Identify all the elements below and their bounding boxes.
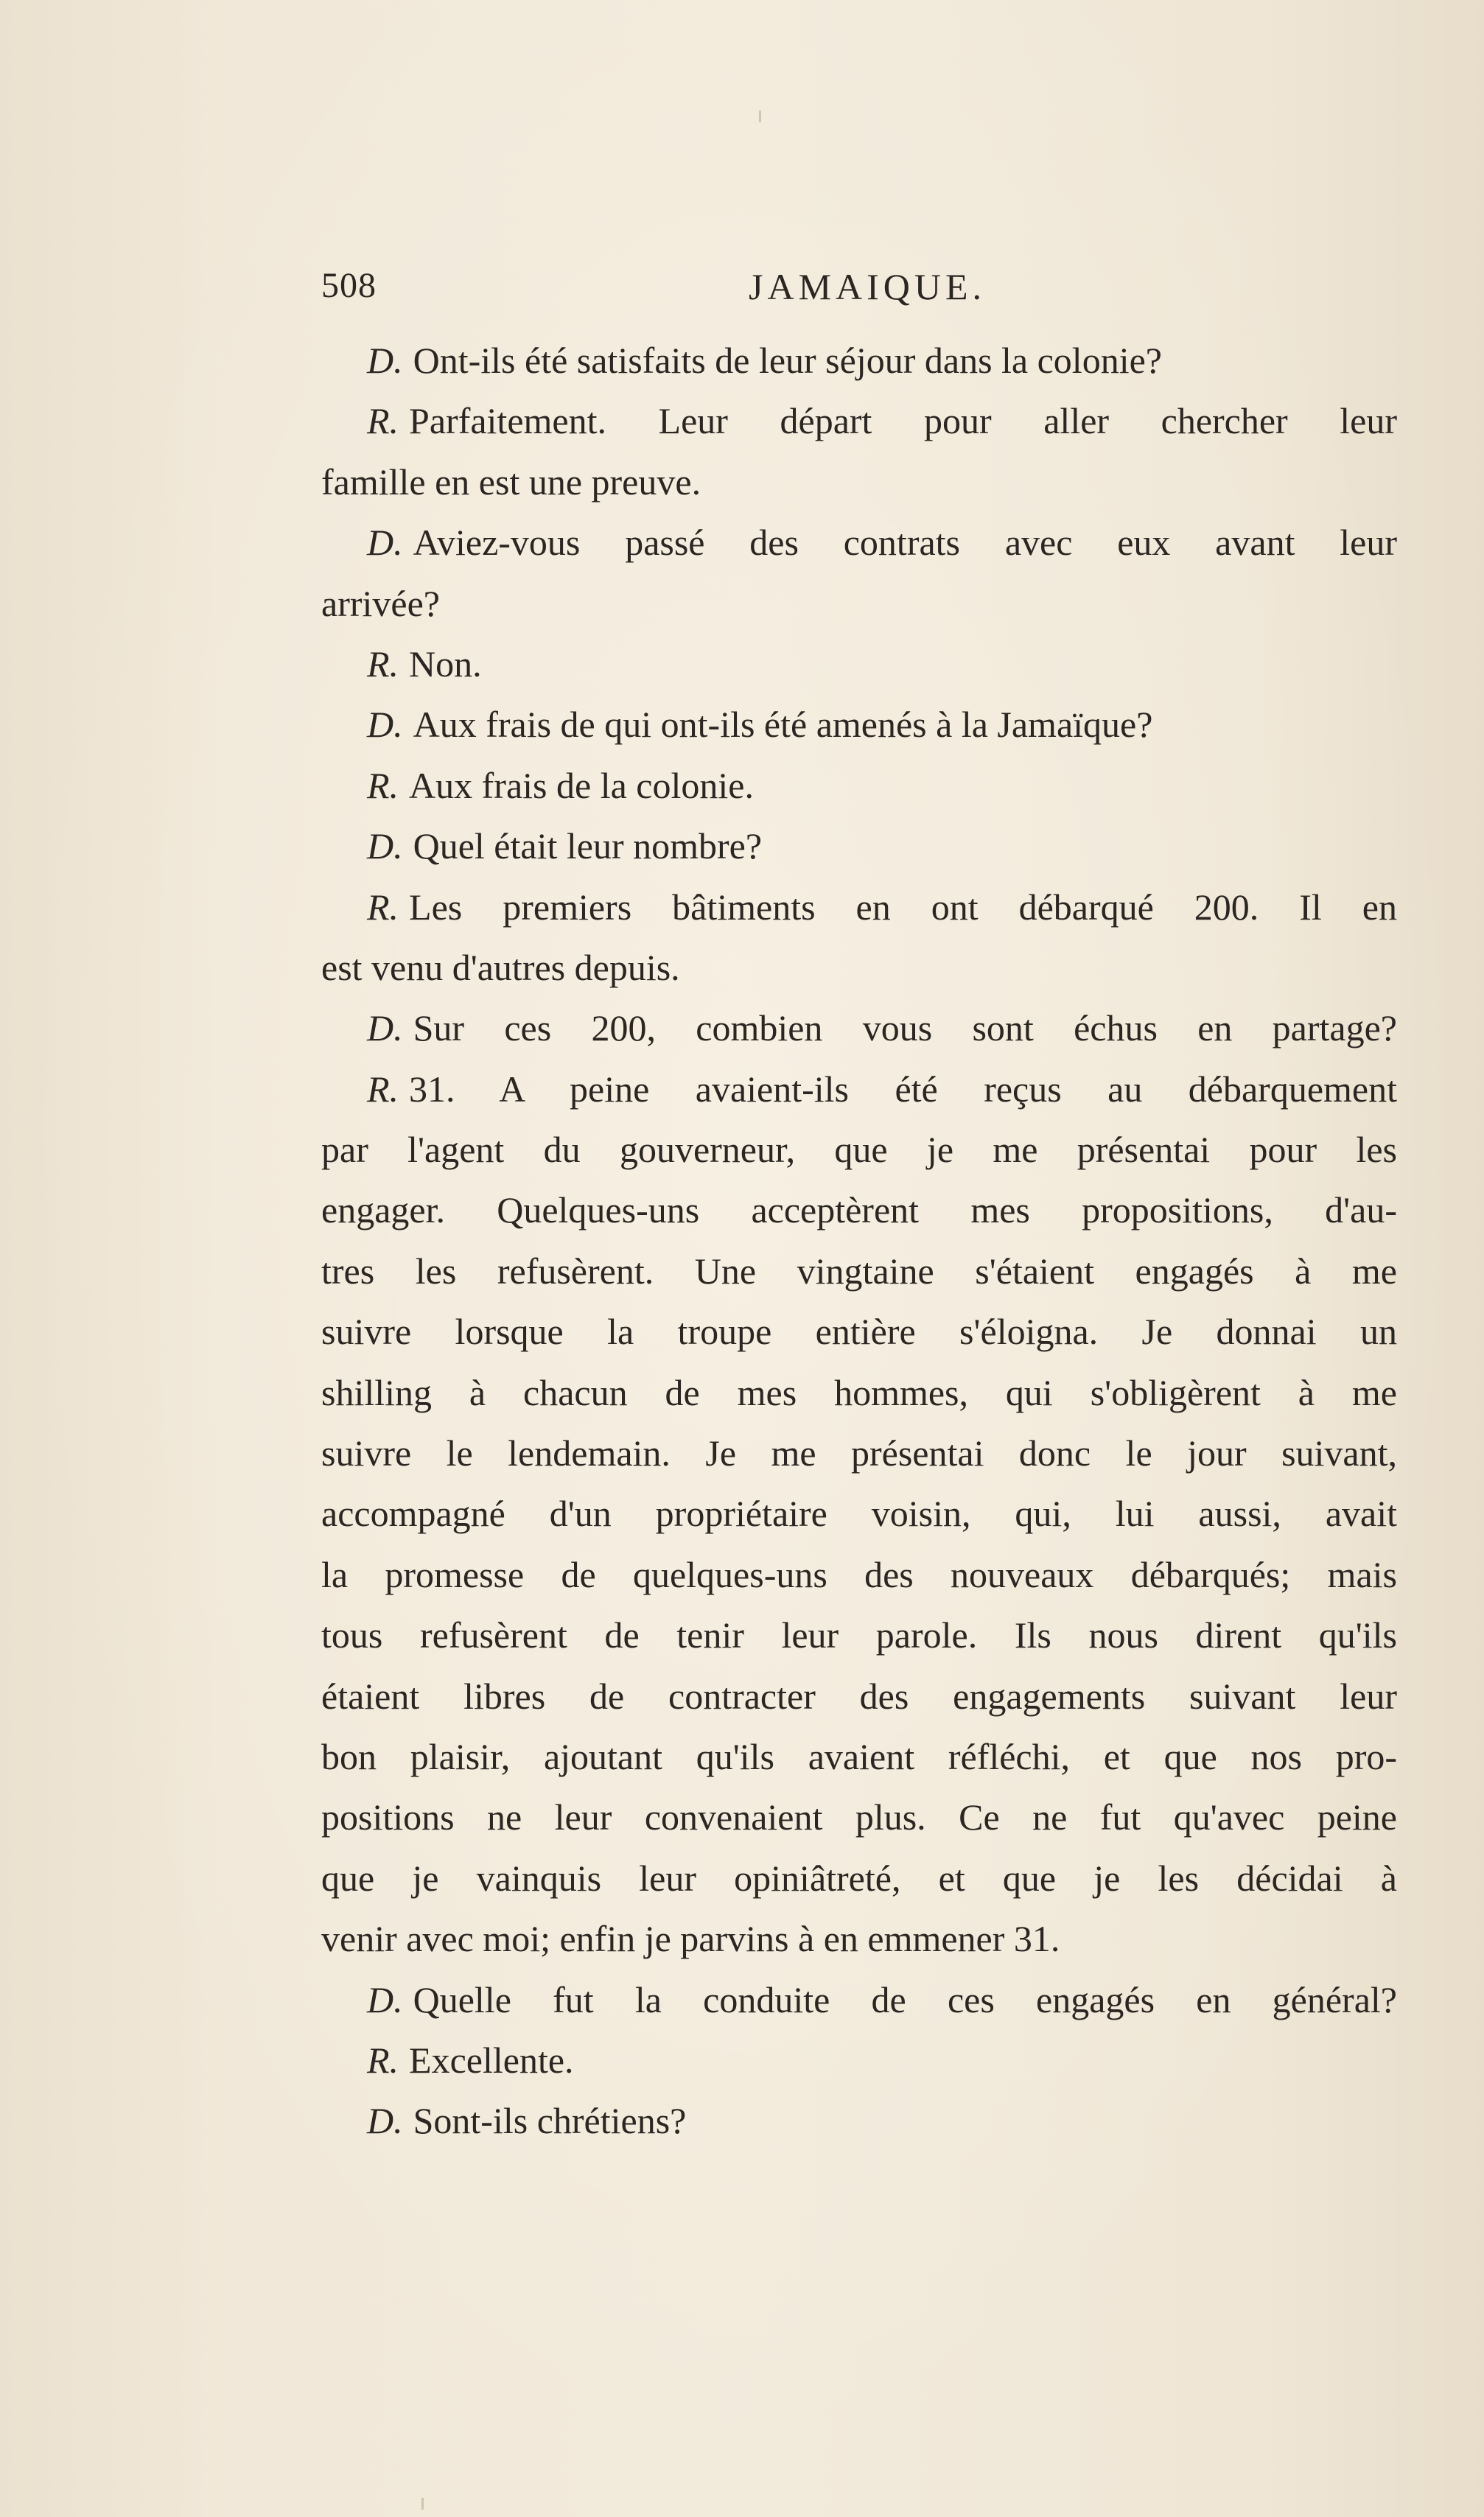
text-line <box>321 1180 1397 1240</box>
speaker-label: D. <box>367 340 403 381</box>
text-line <box>321 1544 1397 1605</box>
line-text: positions ne leur convenaient plus. Ce ne fut qu'avec peine <box>321 1796 1397 1838</box>
line-text: Aviez-vous passé des contrats avec eux avant leur <box>413 522 1397 564</box>
text-line <box>321 998 1397 1058</box>
line-text: accompagné d'un propriétaire voisin, qui, lui aussi, avait <box>321 1493 1397 1535</box>
speaker-label: R. <box>367 764 399 806</box>
text-line <box>321 634 1397 694</box>
line-text: engager. Quelques-uns acceptèrent mes propositions, d'au- <box>321 1189 1397 1231</box>
line-text: Quelle fut la conduite de ces engagés en général? <box>413 1978 1397 2020</box>
line-text: bon plaisir, ajoutant qu'ils avaient réfléchi, et que nos pro- <box>321 1735 1397 1777</box>
text-line <box>321 877 1397 937</box>
text-line <box>321 1241 1397 1301</box>
text-line <box>321 1726 1397 1787</box>
line-text: Non. <box>409 643 482 685</box>
speaker-label: D. <box>367 825 403 867</box>
page-number: 508 <box>321 266 377 305</box>
text-line <box>321 1787 1397 1847</box>
paper-speck <box>421 2498 424 2510</box>
text-line <box>321 1908 1397 1969</box>
text-line <box>321 1059 1397 1119</box>
line-text: que je vainquis leur opiniâtreté, et que je les décidai à <box>321 1857 1397 1899</box>
text-line <box>321 1970 1397 2030</box>
line-text: venir avec moi; enfin je parvins à en emmener 31. <box>321 1918 1060 1960</box>
text-line <box>321 816 1397 876</box>
line-text: la promesse de quelques-uns des nouveaux débarqués; mais <box>321 1553 1397 1595</box>
speaker-label: D. <box>367 2100 403 2142</box>
line-text: Ont-ils été satisfaits de leur séjour dans la colonie? <box>413 340 1162 381</box>
text-line <box>321 1848 1397 1908</box>
speaker-label: D. <box>367 704 403 746</box>
line-text: est venu d'autres depuis. <box>321 946 680 988</box>
line-text: arrivée? <box>321 582 440 624</box>
line-text: shilling à chacun de mes hommes, qui s'obligèrent à me <box>321 1371 1397 1413</box>
line-text: suivre le lendemain. Je me présentai donc le jour suivant, <box>321 1432 1397 1474</box>
speaker-label: D. <box>367 1007 403 1049</box>
text-line <box>321 1362 1397 1423</box>
text-line <box>321 755 1397 816</box>
line-text: famille en est une preuve. <box>321 461 701 503</box>
line-text: étaient libres de contracter des engagements suivant leur <box>321 1675 1397 1717</box>
text-line <box>321 573 1397 634</box>
paper-speck <box>759 111 761 122</box>
line-text: Quel était leur nombre? <box>413 825 763 867</box>
speaker-label: R. <box>367 886 399 928</box>
line-text: suivre lorsque la troupe entière s'éloigna. Je donnai un <box>321 1311 1397 1353</box>
line-text: Sont-ils chrétiens? <box>413 2100 687 2142</box>
text-line <box>321 1483 1397 1544</box>
speaker-label: R. <box>367 400 399 442</box>
text-line <box>321 512 1397 573</box>
line-text: tres les refusèrent. Une vingtaine s'étaient engagés à me <box>321 1250 1397 1292</box>
line-text: par l'agent du gouverneur, que je me présentai pour les <box>321 1129 1397 1171</box>
text-line <box>321 1423 1397 1483</box>
line-text: Excellente. <box>409 2039 574 2081</box>
line-text: Les premiers bâtiments en ont débarqué 200. Il en <box>409 886 1397 928</box>
text-line <box>321 2030 1397 2090</box>
text-line <box>321 1301 1397 1362</box>
text-line <box>321 2090 1397 2151</box>
line-text: Aux frais de qui ont-ils été amenés à la Jamaïque? <box>413 704 1153 746</box>
body-text <box>321 330 1397 2152</box>
text-line <box>321 1666 1397 1726</box>
running-head: JAMAIQUE. <box>749 266 987 307</box>
speaker-label: R. <box>367 1068 399 1110</box>
line-text: Aux frais de la colonie. <box>409 764 754 806</box>
text-line <box>321 452 1397 512</box>
speaker-label: D. <box>367 522 403 564</box>
text-line <box>321 937 1397 998</box>
speaker-label: R. <box>367 643 399 685</box>
text-line <box>321 391 1397 451</box>
text-line <box>321 1119 1397 1180</box>
speaker-label: D. <box>367 1978 403 2020</box>
text-line <box>321 330 1397 391</box>
line-text: Sur ces 200, combien vous sont échus en partage? <box>413 1007 1397 1049</box>
line-text: Parfaitement. Leur départ pour aller chercher leur <box>409 400 1397 442</box>
page-header <box>321 265 1397 317</box>
text-line <box>321 694 1397 755</box>
text-line <box>321 1605 1397 1665</box>
line-text: 31. A peine avaient-ils été reçus au débarquement <box>409 1068 1397 1110</box>
line-text: tous refusèrent de tenir leur parole. Ils nous dirent qu'ils <box>321 1614 1397 1656</box>
speaker-label: R. <box>367 2039 399 2081</box>
